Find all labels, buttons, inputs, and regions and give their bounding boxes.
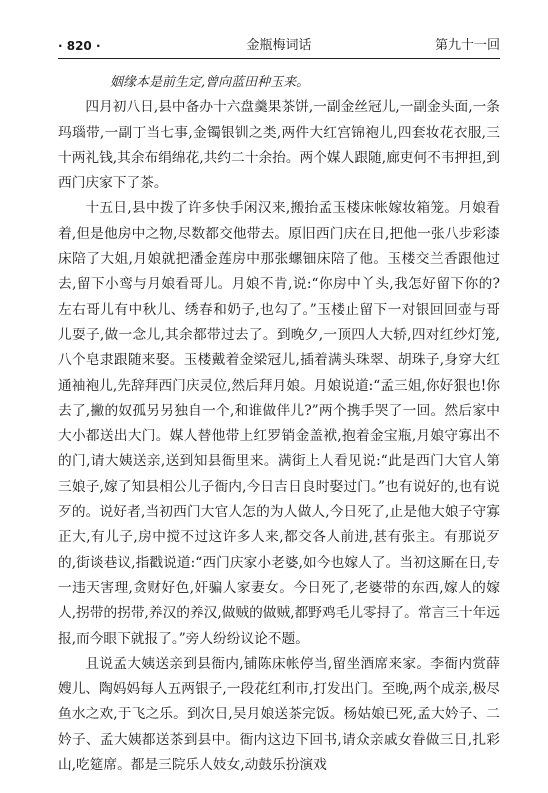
page-number: · 820 · (58, 39, 101, 53)
paragraph: 四月初八日,县中备办十六盘羹果茶饼,一副金丝冠儿,一副金头面,一条玛瑙带,一副丁当七事,金镯银钏之类,两件大红宫锦袍儿,四套妆花衣服,三十两礼钱,其余布绢绵花,共约二十余抬。两个媒人跟随,廊吏何不韦押担,到西门庆家下了茶。 (58, 99, 500, 192)
body-text (58, 70, 500, 778)
page-header (58, 37, 500, 55)
paragraph: 十五日,县中拨了许多快手闲汉来,搬抬孟玉楼床帐嫁妆箱笼。月娘看着,但是他房中之物,尽数都交他带去。原旧西门庆在日,把他一张八步彩漆床陪了大姐,月娘就把潘金莲房中那张螺钿床陪了他。玉楼交兰香跟他过去,留下小鸾与月娘看哥儿。月娘不肯,说:“你房中丫头,我怎好留下你的?左右哥儿有中秋儿、绣春和奶子,也勾了。”玉楼止留下一对银回回壶与哥儿耍子,做一念儿,其余都带过去了。到晚夕,一顶四人大轿,四对红纱灯笼,八个皂隶跟随来娶。玉楼戴着金梁冠儿,插着满头珠翠、胡珠子,身穿大红通袖袍儿,先辞拜西门庆灵位,然后拜月娘。月娘说道:“孟三姐,你好狠也!你去了,撇的奴孤另另独自一个,和谁做伴儿?”两个携手哭了一回。然后家中大小都送出大门。媒人替他带上红罗销金盖袱,抱着金宝瓶,月娘守寡出不的门,请大姨送亲,送到知县衙里来。满街上人看见说:“此是西门大官人第三娘子,嫁了知县相公儿子衙内,今日吉日良时娶过门。”也有说好的,也有说歹的。说好者,当初西门大官人怎的为人做人,今日死了,止是他大娘子守寡正大,有儿子,房中搅不过这许多人来,都交各人前进,甚有张主。有那说歹的,街谈巷议,指戳说道:“西门庆家小老婆,如今也嫁人了。当初这厮在日,专一违天害理,贪财好色,奸骗人家妻女。今日死了,老婆带的东西,嫁人的嫁人,拐带的拐带,养汉的养汉,做贼的做贼,都野鸡毛儿零挦了。常言三十年远报,而今眼下就报了。”旁人纷纷议论不题。 (58, 200, 500, 647)
poem-line: 姻缘本是前生定,曾向蓝田种玉来。 (110, 75, 310, 90)
chapter-title: 第九十一回 (434, 38, 500, 53)
book-title: 金瓶梅词话 (246, 38, 312, 53)
header-rule (58, 58, 500, 59)
paragraph: 且说孟大姨送亲到县衙内,铺陈床帐停当,留坐酒席来家。李衙内赏薛嫂儿、陶妈妈每人五两银子,一段花红利市,打发出门。至晚,两个成亲,极尽鱼水之欢,于飞之乐。到次日,吴月娘送茶完饭。杨姑娘已死,孟大妗子、二妗子、孟大姨都送茶到县中。衙内这边下回书,请众亲戚女眷做三日,扎彩山,吃筵席。都是三院乐人妓女,动鼓乐扮演戏 (58, 655, 500, 774)
